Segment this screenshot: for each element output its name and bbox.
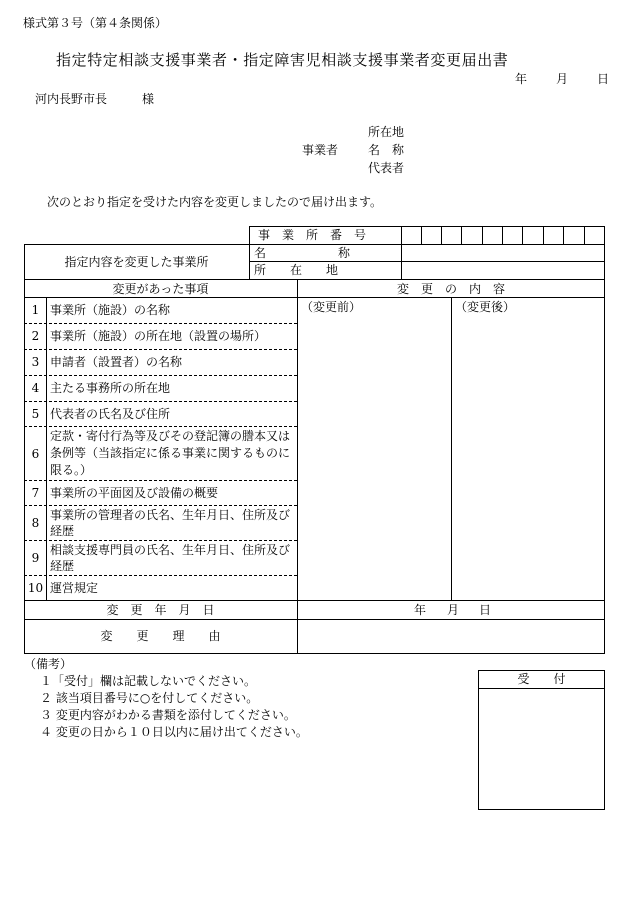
before-content-field[interactable] — [298, 298, 451, 600]
form-title: 指定特定相談支援事業者・指定障害児相談支援事業者変更届出書 — [56, 51, 509, 69]
list-item[interactable] — [24, 401, 297, 426]
office-header: 指定内容を変更した事業所 — [64, 255, 209, 269]
item-number: 6 — [31, 446, 40, 461]
item-number: 7 — [31, 485, 40, 500]
contents-header: 変 更 の 内 容 — [396, 282, 505, 296]
list-item[interactable] — [24, 349, 297, 375]
statement: 次のとおり指定を受けた内容を変更しましたので届け出ます。 — [47, 195, 383, 209]
item-text: 事業所の管理者の氏名、生年月日、住所及び経歴 — [50, 507, 291, 538]
item-number: 3 — [31, 355, 40, 369]
list-item[interactable] — [24, 505, 297, 540]
before-label: （変更前） — [301, 300, 362, 314]
office-address-label: 所 在 地 — [254, 263, 339, 277]
item-text: 事業所（施設）の名称 — [50, 303, 171, 317]
reason-label: 変 更 理 由 — [100, 629, 221, 643]
form-number: 様式第３号（第４条関係） — [23, 16, 168, 30]
date-year: 年 — [515, 72, 528, 86]
applicant-address-label: 所在地 — [368, 125, 405, 139]
change-date-month: 月 — [447, 603, 460, 617]
office-number-label: 事 業 所 番 号 — [258, 228, 367, 242]
office-name-field[interactable] — [402, 245, 604, 261]
item-number: 4 — [31, 381, 40, 395]
reception-label: 受 付 — [517, 672, 566, 686]
addressee-honorific: 様 — [142, 92, 155, 106]
item-text: 定款・寄付行為等及びその登記簿の謄本又は条例等（当該指定に係る事業に関するものに限る。） — [50, 429, 291, 477]
change-date-label: 変 更 年 月 日 — [106, 603, 215, 617]
list-item[interactable] — [24, 540, 297, 575]
office-name-label: 名 称 — [254, 246, 351, 260]
change-date-year: 年 — [414, 603, 427, 617]
change-date-day: 日 — [479, 603, 492, 617]
note-item: ２ 該当項目番号に○を付してください。 — [40, 691, 259, 705]
item-number: 5 — [31, 406, 40, 421]
reason-field[interactable] — [298, 620, 604, 653]
after-content-field[interactable] — [452, 298, 604, 600]
item-text: 事業所の平面図及び設備の概要 — [50, 485, 219, 500]
applicant-label: 事業者 — [302, 143, 339, 157]
item-text: 申請者（設置者）の名称 — [50, 355, 183, 369]
item-text: 事業所（施設）の所在地（設置の場所） — [50, 329, 267, 343]
item-number: 10 — [27, 581, 44, 595]
items-header: 変更があった事項 — [112, 282, 209, 296]
list-item[interactable] — [24, 323, 297, 349]
list-item[interactable] — [24, 427, 297, 480]
item-text: 相談支援専門員の氏名、生年月日、住所及び経歴 — [50, 542, 291, 573]
applicant-rep-label: 代表者 — [368, 161, 405, 175]
applicant-name-label: 名 称 — [368, 143, 405, 157]
note-item: ４ 変更の日から１０日以内に届け出てください。 — [40, 725, 308, 739]
office-address-field[interactable] — [402, 262, 604, 279]
item-text: 運営規定 — [50, 581, 99, 595]
list-item[interactable] — [24, 480, 297, 505]
list-item[interactable] — [24, 375, 297, 401]
after-label: （変更後） — [455, 300, 516, 314]
item-number: 2 — [31, 329, 40, 343]
note-item: １「受付」欄は記載しないでください。 — [40, 674, 257, 688]
note-item: ３ 変更内容がわかる書類を添付してください。 — [40, 708, 296, 722]
item-number: 9 — [31, 550, 40, 565]
notes-header: （備考） — [24, 657, 73, 671]
addressee: 河内長野市長 — [35, 92, 108, 106]
list-item[interactable] — [24, 297, 297, 323]
list-item[interactable] — [24, 576, 297, 600]
date-day: 日 — [597, 72, 610, 86]
item-number: 8 — [31, 515, 40, 530]
item-number: 1 — [31, 303, 40, 317]
item-text: 主たる事務所の所在地 — [50, 381, 171, 395]
date-month: 月 — [556, 72, 569, 86]
item-text: 代表者の氏名及び住所 — [50, 406, 171, 421]
